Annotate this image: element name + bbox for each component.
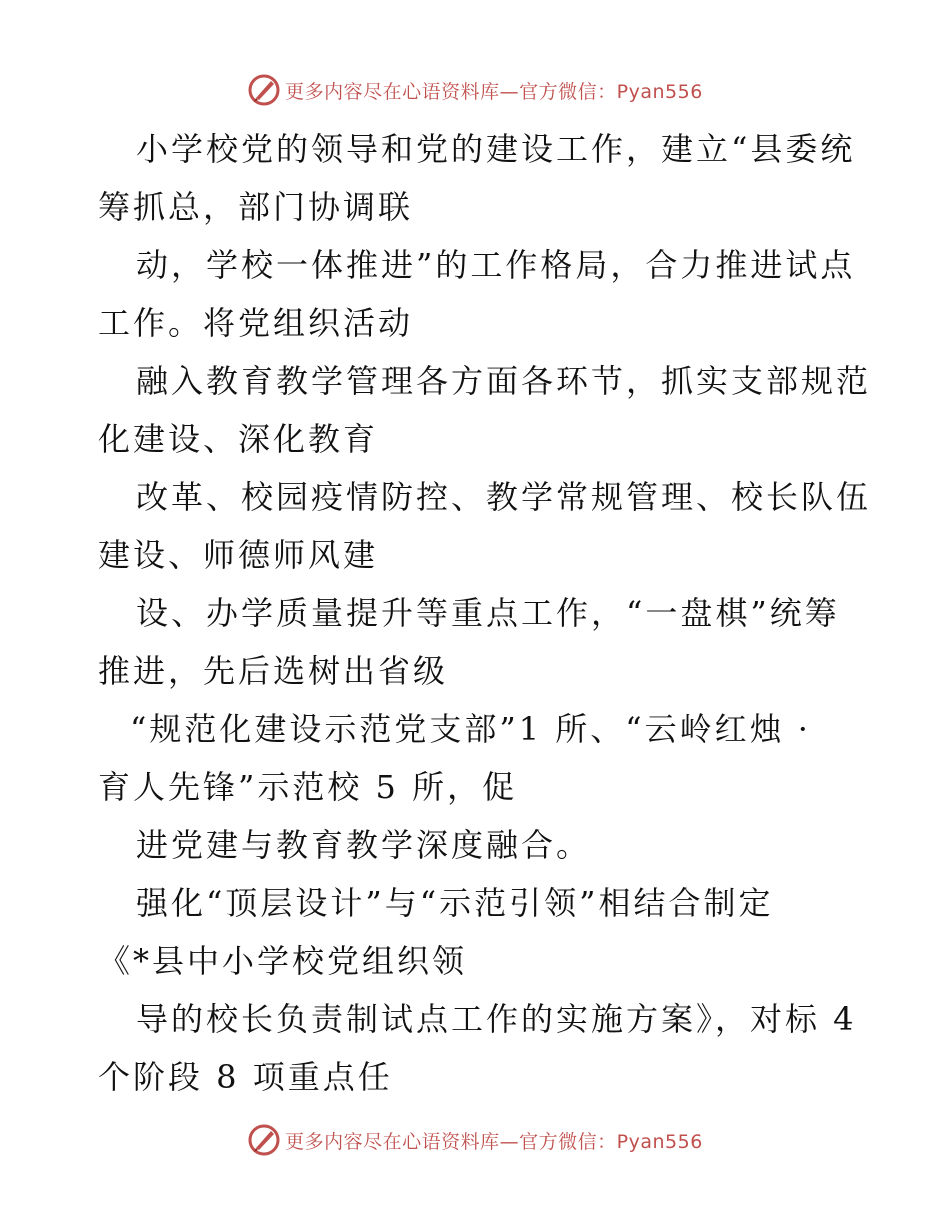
body-line: 筹抓总，部门协调联 [98, 188, 414, 226]
body-line: 建设、师德师风建 [98, 536, 379, 574]
body-line: 强化“顶层设计”与“示范引领”相结合制定 [136, 884, 774, 922]
body-line: 动，学校一体推进”的工作格局，合力推进试点 [136, 246, 856, 284]
body-line: “规范化建设示范党支部”1 所、“云岭红烛 · [130, 710, 811, 748]
body-line: 工作。将党组织活动 [98, 304, 414, 342]
body-line: 导的校长负责制试点工作的实施方案》，对标 4 [136, 1000, 857, 1038]
body-line: 改革、校园疫情防控、教学常规管理、校长队伍 [136, 478, 872, 516]
body-line: 《*县中小学校党组织领 [98, 942, 468, 980]
header-watermark-banner [0, 70, 950, 110]
body-line: 小学校党的领导和党的建设工作，建立“县委统 [136, 130, 856, 168]
footer-watermark-banner [0, 1120, 950, 1160]
body-line: 进党建与教育教学深度融合。 [136, 826, 592, 864]
body-line: 育人先锋”示范校 5 所，促 [98, 768, 518, 806]
body-line: 个阶段 8 项重点任 [98, 1058, 393, 1096]
quill-pen-logo-icon [247, 73, 281, 107]
quill-pen-logo-icon [247, 1123, 281, 1157]
body-line: 化建设、深化教育 [98, 420, 379, 458]
body-line: 融入教育教学管理各方面各环节，抓实支部规范 [136, 362, 872, 400]
footer-watermark-text: 更多内容尽在心语资料库—官方微信：Pyan556 [285, 1130, 703, 1153]
body-line: 推进，先后选树出省级 [98, 652, 449, 690]
document-body [98, 120, 872, 1106]
header-watermark-text: 更多内容尽在心语资料库—官方微信：Pyan556 [285, 80, 703, 103]
body-line: 设、办学质量提升等重点工作，“一盘棋”统筹 [136, 594, 840, 632]
